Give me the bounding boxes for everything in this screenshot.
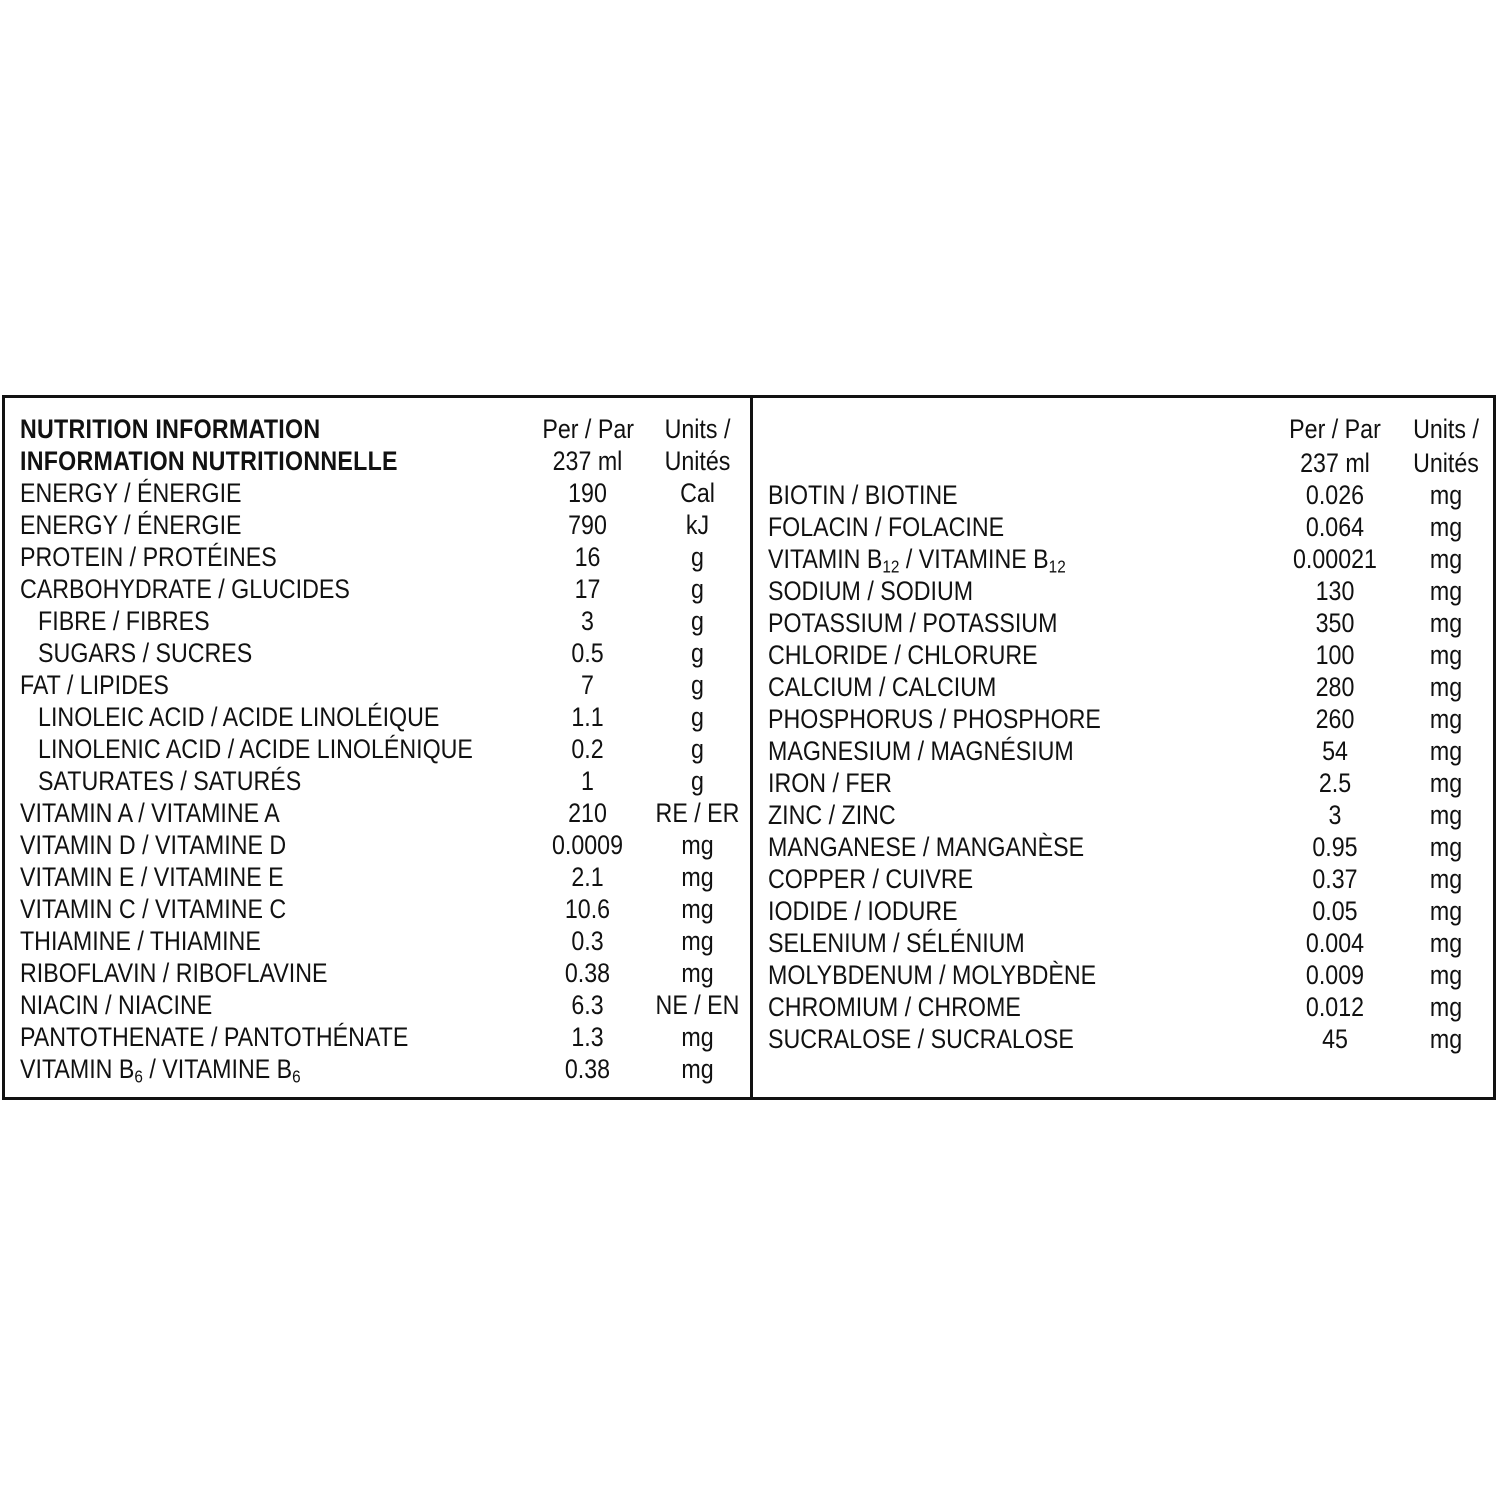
right-units-header: Units /: [1413, 414, 1479, 444]
nutrient-label: COPPER / CUIVRE: [768, 864, 974, 894]
nutrient-value: 0.38: [564, 1054, 611, 1084]
nutrient-unit: mg: [681, 958, 714, 988]
nutrient-value: 0.0009: [551, 830, 624, 860]
nutrient-unit: mg: [1429, 768, 1463, 798]
right-per-volume: 237 ml: [1300, 448, 1370, 478]
nutrient-value: 190: [568, 478, 607, 508]
nutrient-unit: g: [691, 702, 704, 732]
nutrient-unit: g: [691, 766, 704, 796]
nutrient-row: [753, 767, 1496, 799]
nutrient-row: [5, 573, 750, 605]
nutrient-value: 0.05: [1312, 896, 1358, 926]
nutrient-value: 3: [1328, 800, 1342, 830]
nutrient-value: 7: [581, 670, 594, 700]
nutrient-value: 790: [568, 510, 607, 540]
nutrient-unit: mg: [1429, 704, 1463, 734]
nutrient-unit: mg: [1429, 480, 1463, 510]
nutrient-label: SATURATES / SATURÉS: [38, 766, 302, 796]
nutrient-row: [753, 863, 1496, 895]
nutrient-label: ENERGY / ÉNERGIE: [20, 478, 242, 508]
nutrient-row: [5, 989, 750, 1021]
nutrient-value: 0.2: [571, 734, 604, 764]
nutrient-label: VITAMIN D / VITAMINE D: [20, 830, 287, 860]
nutrient-label: FIBRE / FIBRES: [38, 606, 210, 636]
nutrient-row: [753, 735, 1496, 767]
nutrient-row: [753, 479, 1496, 511]
nutrient-unit: mg: [1429, 832, 1463, 862]
nutrient-unit: g: [691, 670, 704, 700]
nutrient-unit: g: [691, 638, 704, 668]
left-units-header-fr: Unités: [664, 446, 731, 476]
nutrient-row: [753, 895, 1496, 927]
nutrient-value: 1.1: [571, 702, 604, 732]
nutrient-value: 0.5: [571, 638, 604, 668]
left-per-volume: 237 ml: [552, 446, 623, 476]
nutrient-unit: mg: [1429, 608, 1463, 638]
nutrient-label: CALCIUM / CALCIUM: [768, 672, 997, 702]
nutrient-unit: g: [691, 734, 704, 764]
nutrient-label: SODIUM / SODIUM: [768, 576, 974, 606]
nutrient-value: 0.064: [1305, 512, 1365, 542]
nutrient-row: [5, 925, 750, 957]
nutrient-unit: mg: [1429, 672, 1463, 702]
right-units-header-fr: Unités: [1413, 448, 1479, 478]
nutrition-panel: [2, 395, 1496, 1100]
nutrient-value: 3: [581, 606, 594, 636]
nutrient-label: THIAMINE / THIAMINE: [20, 926, 261, 956]
nutrient-unit: mg: [1429, 736, 1463, 766]
nutrient-unit: g: [691, 606, 704, 636]
nutrient-value: 1.3: [571, 1022, 604, 1052]
nutrient-unit: mg: [681, 862, 714, 892]
nutrient-label: POTASSIUM / POTASSIUM: [768, 608, 1058, 638]
nutrient-unit: mg: [1429, 512, 1463, 542]
nutrient-value: 0.009: [1305, 960, 1365, 990]
nutrient-value: 0.026: [1305, 480, 1365, 510]
nutrient-label: ZINC / ZINC: [768, 800, 896, 830]
nutrient-row: [5, 957, 750, 989]
title-french: INFORMATION NUTRITIONNELLE: [20, 446, 398, 476]
nutrient-label: CARBOHYDRATE / GLUCIDES: [20, 574, 350, 604]
right-per-header: Per / Par: [1289, 414, 1381, 444]
nutrient-label: RIBOFLAVIN / RIBOFLAVINE: [20, 958, 328, 988]
nutrient-row: [5, 765, 750, 797]
nutrient-value: 350: [1315, 608, 1355, 638]
nutrient-label: IRON / FER: [768, 768, 892, 798]
nutrient-value: 2.1: [571, 862, 604, 892]
nutrient-label: ENERGY / ÉNERGIE: [20, 510, 242, 540]
nutrient-row: [5, 477, 750, 509]
right-header-row-1: [753, 413, 1496, 445]
nutrient-value: 210: [568, 798, 607, 828]
nutrient-row: [753, 831, 1496, 863]
nutrient-unit: mg: [1429, 800, 1463, 830]
nutrient-row: [753, 991, 1496, 1023]
nutrient-row: [5, 893, 750, 925]
nutrient-value: 100: [1315, 640, 1355, 670]
nutrient-row: [753, 799, 1496, 831]
nutrient-label: NIACIN / NIACINE: [20, 990, 213, 1020]
nutrient-row: [5, 701, 750, 733]
nutrient-row: [753, 607, 1496, 639]
nutrient-label: CHLORIDE / CHLORURE: [768, 640, 1038, 670]
nutrient-label: SUGARS / SUCRES: [38, 638, 253, 668]
nutrient-label: VITAMIN $B_{12}$ / VITAMINE $B_{12}$: [768, 544, 1066, 577]
nutrient-unit: mg: [1429, 896, 1463, 926]
nutrient-row: [5, 509, 750, 541]
nutrient-row: [5, 829, 750, 861]
right-header-row-2: [753, 447, 1496, 479]
nutrient-unit: mg: [681, 926, 714, 956]
nutrient-label: LINOLENIC ACID / ACIDE LINOLÉNIQUE: [38, 734, 473, 764]
nutrient-unit: mg: [1429, 992, 1463, 1022]
nutrient-label: VITAMIN E / VITAMINE E: [20, 862, 284, 892]
nutrient-value: 0.38: [564, 958, 611, 988]
nutrient-value: 0.95: [1312, 832, 1358, 862]
nutrient-unit: mg: [1429, 640, 1463, 670]
nutrient-row: [5, 541, 750, 573]
nutrient-unit: RE / ER: [655, 798, 740, 828]
nutrient-row: [753, 639, 1496, 671]
nutrient-label: PANTOTHENATE / PANTOTHÉNATE: [20, 1022, 409, 1052]
nutrient-value: 0.00021: [1293, 544, 1377, 574]
nutrient-label: VITAMIN C / VITAMINE C: [20, 894, 287, 924]
nutrient-label: IODIDE / IODURE: [768, 896, 958, 926]
nutrient-row: [753, 511, 1496, 543]
nutrient-label: PROTEIN / PROTÉINES: [20, 542, 277, 572]
left-header-row-2: [5, 445, 750, 477]
nutrient-unit: mg: [681, 830, 714, 860]
nutrient-row: [5, 669, 750, 701]
nutrient-unit: mg: [681, 1054, 714, 1084]
nutrient-label: PHOSPHORUS / PHOSPHORE: [768, 704, 1101, 734]
nutrient-row: [753, 671, 1496, 703]
nutrient-unit: mg: [681, 894, 714, 924]
nutrient-unit: mg: [1429, 576, 1463, 606]
nutrient-label: LINOLEIC ACID / ACIDE LINOLÉIQUE: [38, 702, 440, 732]
nutrient-value: 10.6: [564, 894, 611, 924]
nutrient-unit: Cal: [680, 478, 715, 508]
title-english: NUTRITION INFORMATION: [20, 414, 321, 444]
nutrient-value: 1: [581, 766, 594, 796]
nutrient-value: 0.37: [1312, 864, 1358, 894]
nutrient-label: CHROMIUM / CHROME: [768, 992, 1021, 1022]
nutrient-label: FAT / LIPIDES: [20, 670, 169, 700]
nutrient-unit: g: [691, 542, 704, 572]
nutrient-row: [753, 927, 1496, 959]
nutrient-label: MANGANESE / MANGANÈSE: [768, 832, 1085, 862]
left-per-header: Per / Par: [542, 414, 634, 444]
nutrient-unit: mg: [1429, 1024, 1463, 1054]
nutrient-row-vitamin-b6: [5, 1053, 750, 1085]
nutrient-unit: mg: [681, 1022, 714, 1052]
nutrient-value: 16: [574, 542, 601, 572]
nutrient-label: MOLYBDENUM / MOLYBDÈNE: [768, 960, 1097, 990]
nutrient-row: [5, 637, 750, 669]
nutrient-value: 17: [574, 574, 601, 604]
nutrient-value: 0.012: [1305, 992, 1365, 1022]
nutrient-row: [5, 797, 750, 829]
nutrient-row: [753, 1023, 1496, 1055]
nutrient-unit: g: [691, 574, 704, 604]
nutrient-value: 0.004: [1305, 928, 1365, 958]
nutrient-row: [5, 605, 750, 637]
nutrient-unit: mg: [1429, 544, 1463, 574]
nutrient-value: 0.3: [571, 926, 604, 956]
nutrient-value: 130: [1315, 576, 1355, 606]
nutrient-unit: kJ: [685, 510, 710, 540]
nutrient-label: MAGNESIUM / MAGNÉSIUM: [768, 736, 1074, 766]
nutrient-row: [5, 1021, 750, 1053]
nutrient-label: SELENIUM / SÉLÉNIUM: [768, 928, 1025, 958]
nutrient-value: 280: [1315, 672, 1355, 702]
nutrient-row: [5, 733, 750, 765]
nutrient-label: FOLACIN / FOLACINE: [768, 512, 1005, 542]
nutrient-value: 54: [1322, 736, 1348, 766]
nutrient-value: 260: [1315, 704, 1355, 734]
nutrient-row: [753, 703, 1496, 735]
nutrient-label: BIOTIN / BIOTINE: [768, 480, 958, 510]
nutrient-unit: NE / EN: [655, 990, 740, 1020]
nutrient-unit: mg: [1429, 864, 1463, 894]
nutrient-unit: mg: [1429, 928, 1463, 958]
nutrient-value: 45: [1322, 1024, 1348, 1054]
nutrient-value: 6.3: [571, 990, 604, 1020]
nutrient-row-vitamin-b12: [753, 543, 1496, 575]
nutrient-row: [5, 861, 750, 893]
nutrient-row: [753, 575, 1496, 607]
nutrient-unit: mg: [1429, 960, 1463, 990]
nutrient-label: VITAMIN A / VITAMINE A: [20, 798, 280, 828]
nutrient-label: SUCRALOSE / SUCRALOSE: [768, 1024, 1074, 1054]
left-header-row-1: [5, 413, 750, 445]
nutrient-label: VITAMIN $B_6$ / VITAMINE $B_6$: [20, 1054, 301, 1087]
left-units-header: Units /: [664, 414, 731, 444]
nutrient-row: [753, 959, 1496, 991]
nutrient-value: 2.5: [1318, 768, 1352, 798]
